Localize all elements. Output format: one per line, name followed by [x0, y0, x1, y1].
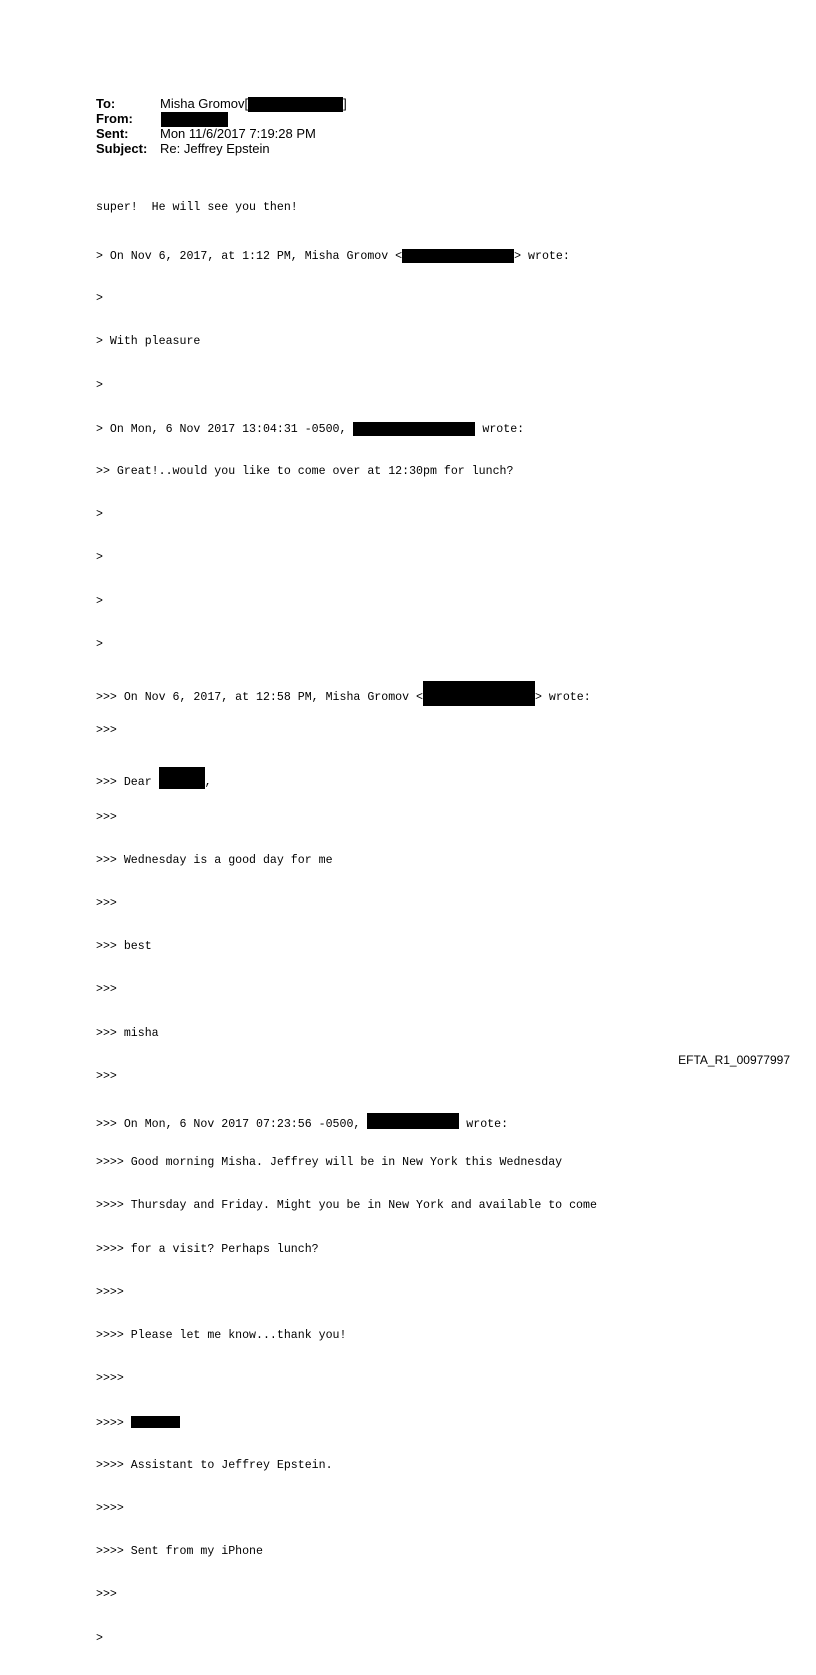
- subject-value: Re: Jeffrey Epstein: [160, 141, 270, 156]
- to-name: Misha Gromov[: [160, 96, 249, 111]
- to-close-bracket: ]: [343, 96, 347, 111]
- body-line: >: [96, 378, 103, 392]
- sent-label: Sent:: [96, 126, 129, 141]
- body-line: [96, 422, 597, 436]
- to-value: [160, 96, 347, 112]
- subject-label: Subject:: [96, 141, 148, 156]
- body-line: >>>: [96, 983, 117, 997]
- body-line: >>>> Assistant to Jeffrey Epstein.: [96, 1458, 333, 1472]
- redaction-box: [423, 681, 535, 706]
- body-line: [96, 249, 597, 263]
- body-line: >>>>: [96, 1501, 124, 1515]
- body-text-segment: > On Mon, 6 Nov 2017 13:04:31 -0500,: [96, 422, 354, 436]
- to-label: To:: [96, 96, 116, 111]
- body-line: >>> misha: [96, 1026, 159, 1040]
- body-line: >>>>: [96, 1372, 124, 1386]
- body-text-segment: >>> On Nov 6, 2017, at 12:58 PM, Misha Gromov <: [96, 691, 423, 705]
- body-text-segment: ,: [204, 776, 212, 790]
- body-line: >: [96, 551, 103, 565]
- body-text-segment: wrote:: [459, 1118, 509, 1132]
- body-text-segment: > wrote:: [535, 691, 591, 705]
- body-line: >: [96, 1631, 103, 1645]
- email-body: [96, 172, 597, 1675]
- body-line: [96, 1113, 597, 1132]
- body-line: >: [96, 594, 103, 608]
- redaction-box: [402, 249, 514, 263]
- body-line: >>>: [96, 897, 117, 911]
- body-line: >>>: [96, 810, 117, 824]
- redaction-box: [367, 1113, 459, 1129]
- redaction-box: [161, 112, 228, 127]
- body-line: >>> best: [96, 940, 152, 954]
- body-text-segment: >>>>: [96, 1416, 131, 1430]
- body-line: >: [96, 292, 103, 306]
- subject-row: [96, 141, 347, 156]
- body-line: >>>> Sent from my iPhone: [96, 1545, 263, 1559]
- body-line: >>>> Please let me know...thank you!: [96, 1329, 347, 1343]
- body-line: >>>> for a visit? Perhaps lunch?: [96, 1242, 319, 1256]
- body-line: >>>: [96, 724, 117, 738]
- redaction-box: [353, 422, 475, 436]
- body-line: >> Great!..would you like to come over at 12:30pm for lunch?: [96, 465, 514, 479]
- redaction-box: [131, 1416, 180, 1428]
- body-line: >>> Wednesday is a good day for me: [96, 853, 333, 867]
- body-line: super! He will see you then!: [96, 200, 298, 214]
- from-value: [160, 111, 228, 127]
- redaction-box: [248, 97, 343, 112]
- body-text-segment: >>> On Mon, 6 Nov 2017 07:23:56 -0500,: [96, 1118, 368, 1132]
- email-header: [96, 96, 347, 156]
- body-line: >>>: [96, 1588, 117, 1602]
- sent-value: Mon 11/6/2017 7:19:28 PM: [160, 126, 316, 141]
- body-line: >>>> Thursday and Friday. Might you be in New York and available to come: [96, 1199, 597, 1213]
- body-line: >>>: [96, 1069, 117, 1083]
- body-text-segment: > On Nov 6, 2017, at 1:12 PM, Misha Gromov <: [96, 250, 403, 264]
- body-line: >>>> Good morning Misha. Jeffrey will be in New York this Wednesday: [96, 1156, 563, 1170]
- document-id: EFTA_R1_00977997: [678, 1053, 790, 1067]
- sent-row: [96, 126, 347, 141]
- body-text-segment: wrote:: [475, 422, 525, 436]
- from-row: [96, 111, 347, 126]
- body-line: >: [96, 637, 103, 651]
- body-line: > With pleasure: [96, 335, 201, 349]
- body-text-segment: >>> Dear: [96, 776, 159, 790]
- body-line: >>>>: [96, 1285, 124, 1299]
- body-text-segment: > wrote:: [514, 250, 570, 264]
- body-line: >: [96, 508, 103, 522]
- from-label: From:: [96, 111, 133, 126]
- body-line: [96, 1416, 597, 1430]
- to-row: [96, 96, 347, 111]
- redaction-box: [159, 767, 205, 789]
- body-line: [96, 681, 597, 705]
- body-line: [96, 767, 597, 790]
